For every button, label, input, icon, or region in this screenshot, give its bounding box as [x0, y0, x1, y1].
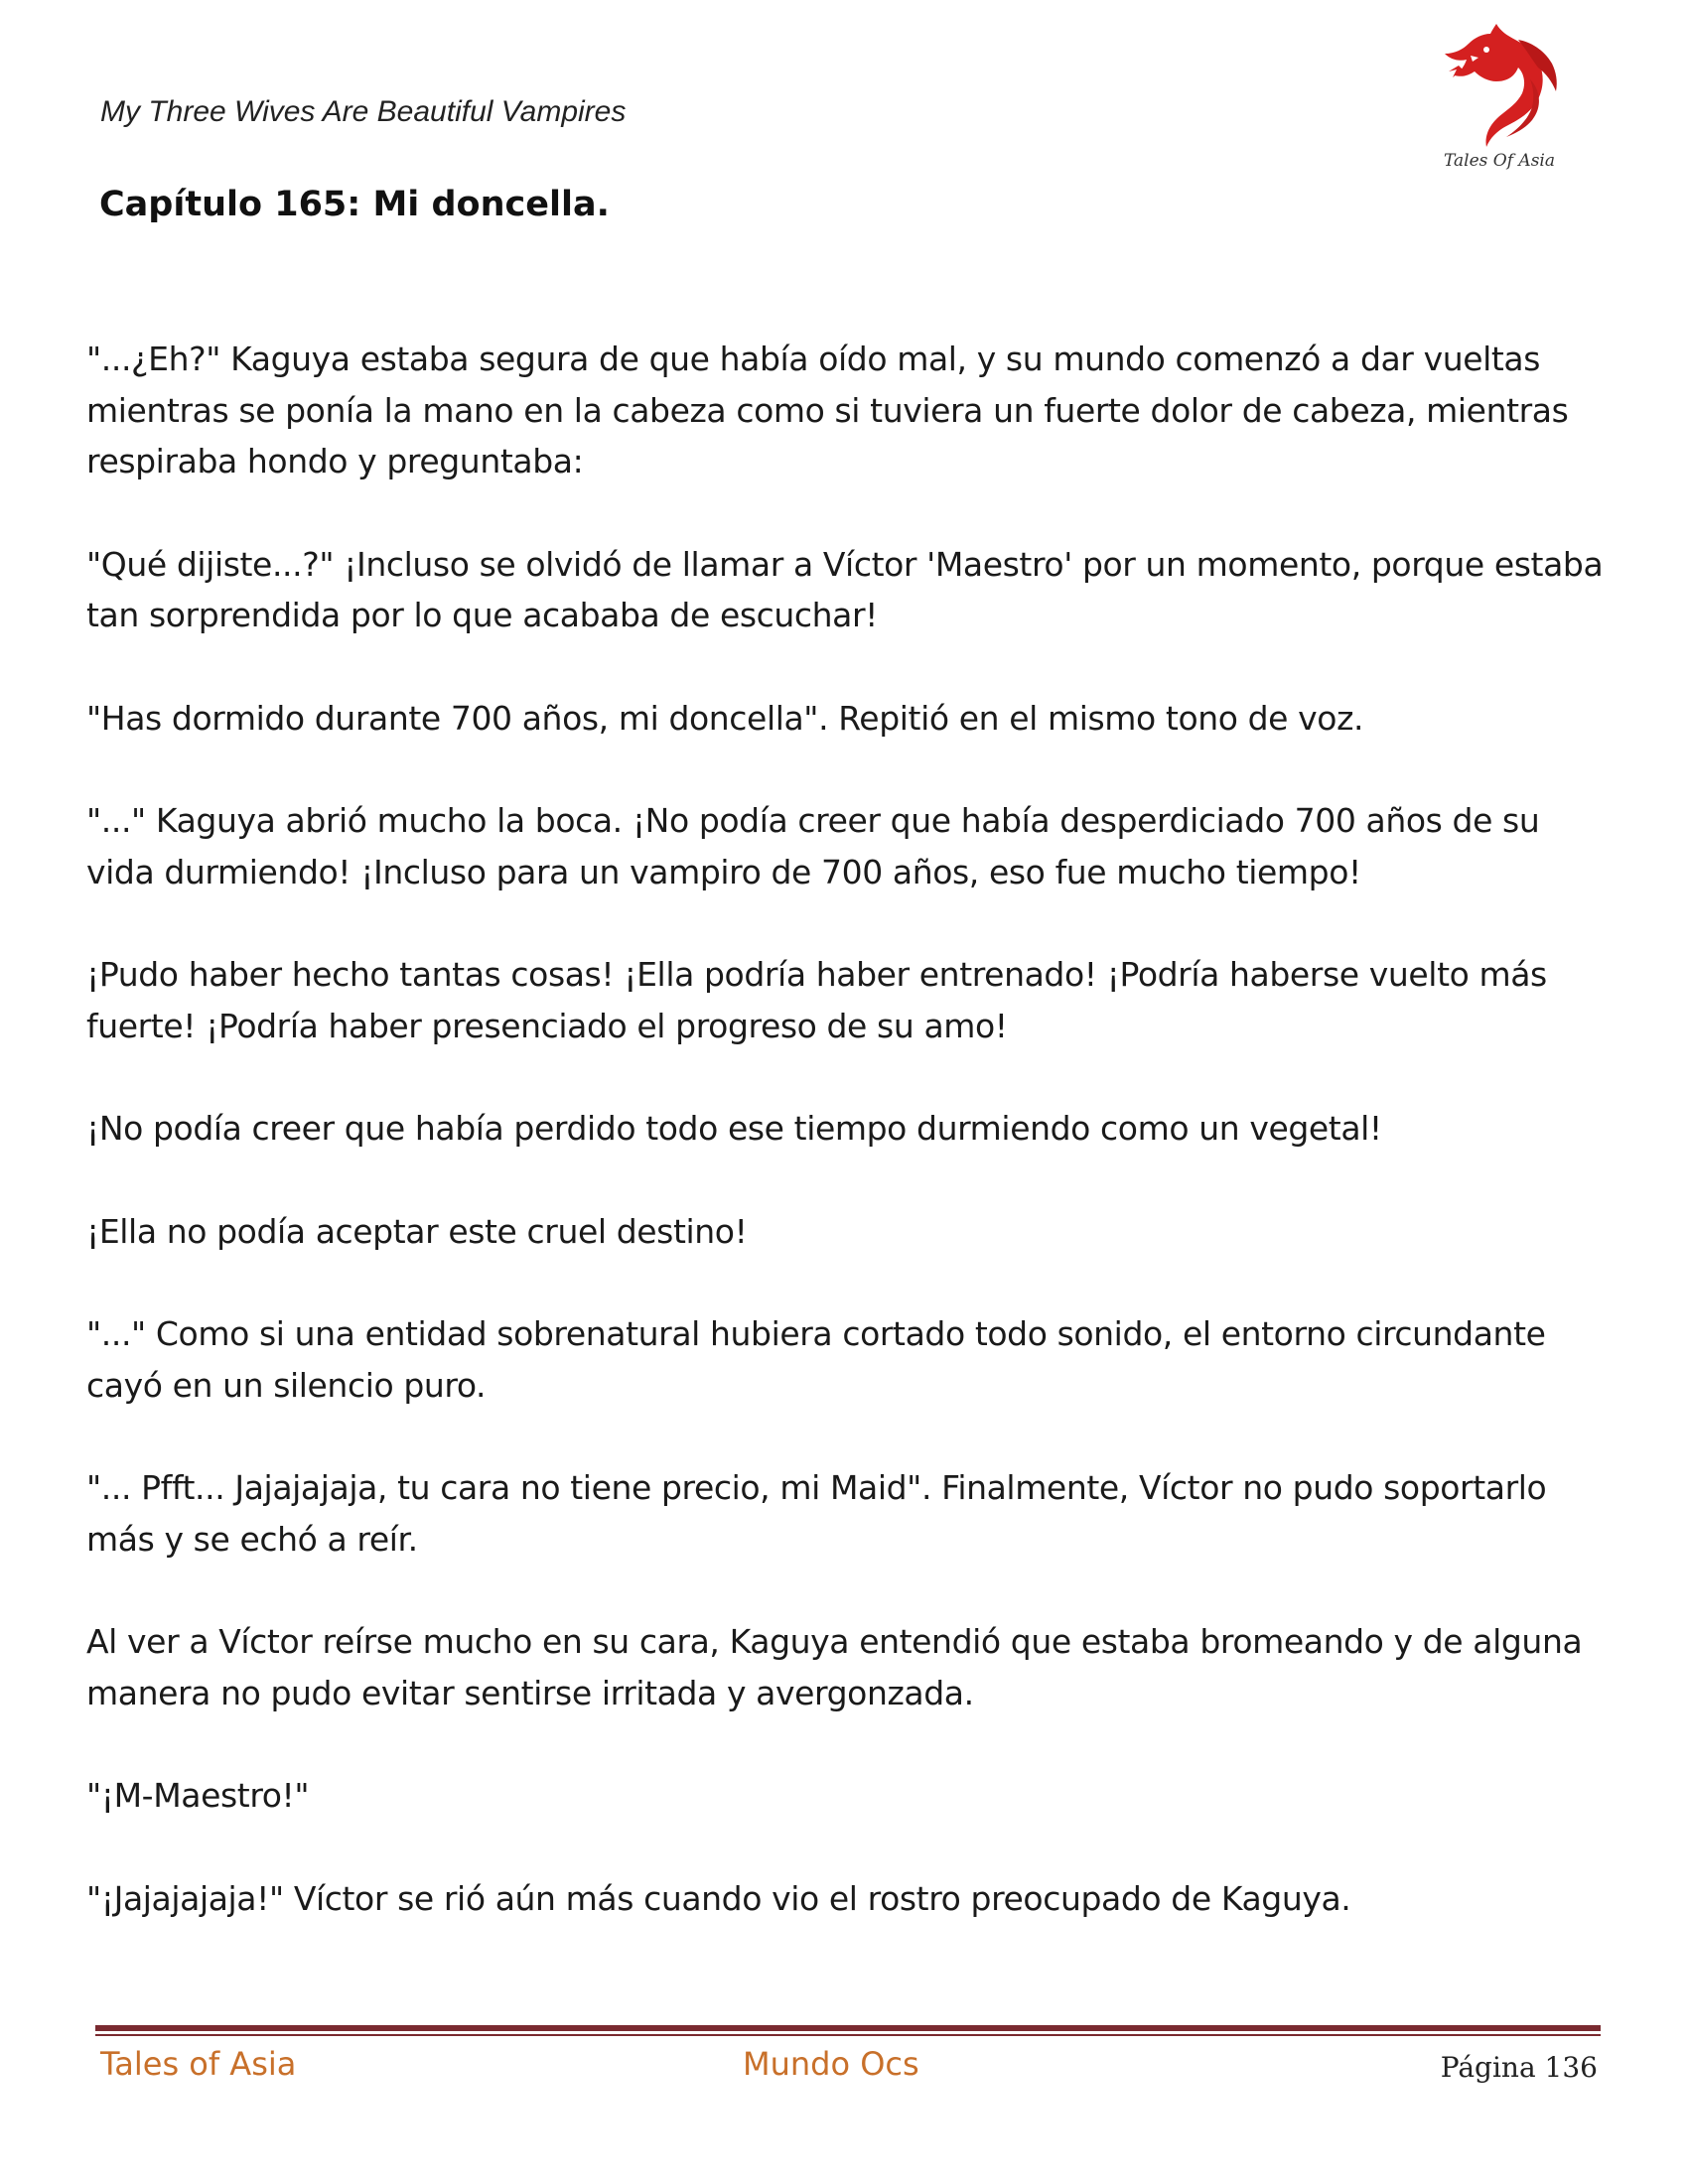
paragraph: ¡Ella no podía aceptar este cruel destino!: [86, 1211, 748, 1251]
paragraph: "Qué dijiste...?" ¡Incluso se olvidó de llamar a Víctor 'Maestro' por un momento, porque estaba tan sorprendida por lo que acababa de escuchar!: [86, 544, 1604, 634]
paragraph: ¡Pudo haber hecho tantas cosas! ¡Ella podría haber entrenado! ¡Podría haberse vuelto más fuerte! ¡Podría haber presenciado el progreso de su amo!: [86, 955, 1547, 1045]
book-title: My Three Wives Are Beautiful Vampires: [100, 95, 627, 128]
red-dragon-icon: [1435, 20, 1564, 154]
footer-group: Mundo Ocs: [743, 2045, 919, 2083]
tales-of-asia-logo: [1435, 20, 1564, 179]
paragraph: "Has dormido durante 700 años, mi doncella". Repitió en el mismo tono de voz.: [86, 698, 1364, 738]
page-number: Página 136: [1440, 2051, 1598, 2084]
chapter-body: [86, 334, 1616, 1924]
paragraph: "..." Como si una entidad sobrenatural hubiera cortado todo sonido, el entorno circundante cayó en un silencio puro.: [86, 1314, 1546, 1405]
chapter-title: Capítulo 165: Mi doncella.: [99, 185, 610, 224]
paragraph: "¡Jajajajaja!" Víctor se rió aún más cuando vio el rostro preocupado de Kaguya.: [86, 1878, 1351, 1918]
footer-divider-thin: [95, 2034, 1601, 2036]
paragraph: "...¿Eh?" Kaguya estaba segura de que había oído mal, y su mundo comenzó a dar vueltas mientras se ponía la mano en la cabeza como si tuviera un fuerte dolor de cabeza, mientras respiraba hondo y preguntaba:: [86, 340, 1569, 480]
paragraph: "¡M-Maestro!": [86, 1776, 310, 1815]
logo-text: Tales Of Asia: [1444, 151, 1555, 171]
paragraph: "..." Kaguya abrió mucho la boca. ¡No podía creer que había desperdiciado 700 años de su vida durmiendo! ¡Incluso para un vampiro de 700 años, eso fue mucho tiempo!: [86, 801, 1540, 891]
footer-publisher: Tales of Asia: [100, 2045, 297, 2083]
footer-divider: [95, 2025, 1601, 2031]
paragraph: Al ver a Víctor reírse mucho en su cara, Kaguya entendió que estaba bromeando y de alguna manera no pudo evitar sentirse irritada y avergonzada.: [86, 1622, 1583, 1712]
paragraph: "... Pfft... Jajajajaja, tu cara no tiene precio, mi Maid". Finalmente, Víctor no pudo soportarlo más y se echó a reír.: [86, 1468, 1547, 1559]
paragraph: ¡No podía creer que había perdido todo ese tiempo durmiendo como un vegetal!: [86, 1109, 1382, 1148]
